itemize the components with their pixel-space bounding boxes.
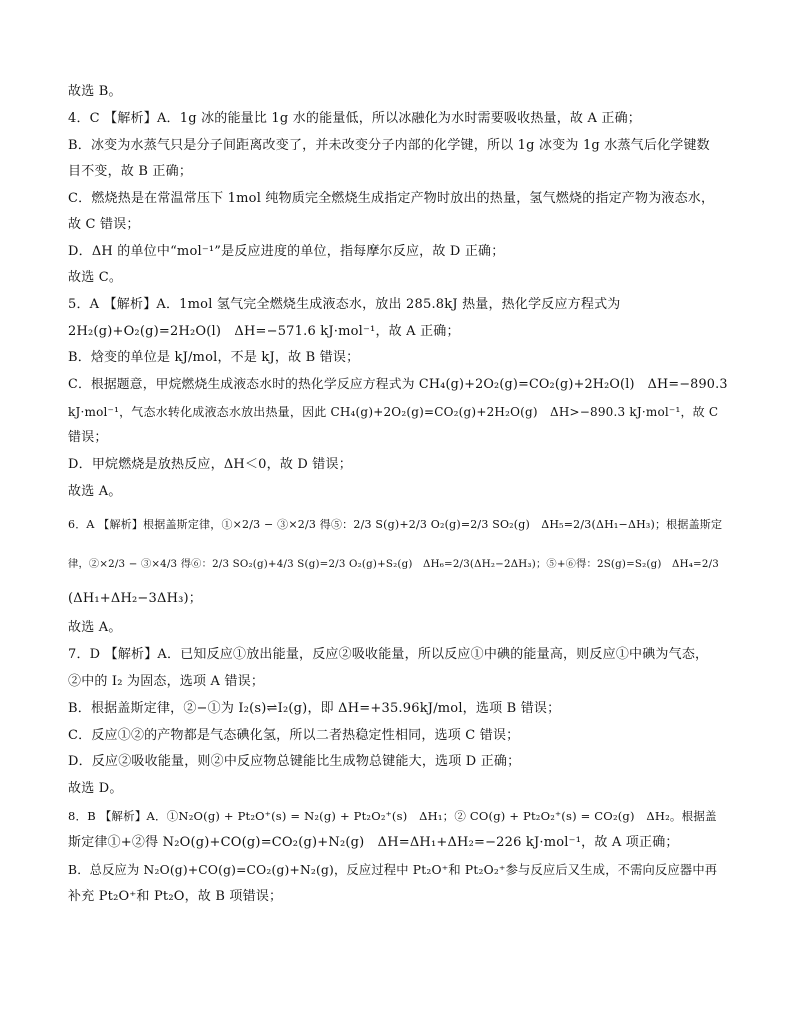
text-line: 故 C 错误；	[68, 217, 140, 232]
text-line: 故选 B。	[68, 84, 122, 99]
text-line: ②中的 I₂ 为固态，选项 A 错误；	[68, 674, 265, 689]
text-line: 7．D 【解析】A．已知反应①放出能量，反应②吸收能量，所以反应①中碘的能量高，则反应①中碘为气态，	[68, 647, 709, 662]
text-line: D．ΔH 的单位中“mol⁻¹”是反应进度的单位，指每摩尔反应，故 D 正确；	[68, 244, 505, 259]
text-line: B．总反应为 N₂O(g)+CO(g)=CO₂(g)+N₂(g)，反应过程中 Pt₂O⁺和 Pt₂O₂⁺参与反应后又生成，不需向反应器中再	[68, 863, 718, 877]
text-line: 故选 A。	[68, 620, 122, 635]
text-line: 故选 A。	[68, 484, 122, 499]
text-line: 故选 C。	[68, 270, 123, 285]
text-line: B．根据盖斯定律，②−①为 I₂(s)⇌I₂(g)，即 ΔH=+35.96kJ/mol，选项 B 错误；	[68, 701, 561, 716]
text-line: 8．B 【解析】A．①N₂O(g) + Pt₂O⁺(s) = N₂(g) + Pt₂O₂⁺(s) ΔH₁；② CO(g) + Pt₂O₂⁺(s) = CO₂(g) ΔH₂。根据盖	[68, 809, 717, 823]
text-line: D．反应②吸收能量，则②中反应物总键能比生成物总键能大，选项 D 正确；	[68, 754, 521, 769]
text-line: kJ·mol⁻¹，气态水转化成液态水放出热量，因此 CH₄(g)+2O₂(g)=CO₂(g)+2H₂O(g) ΔH>−890.3 kJ·mol⁻¹，故 C	[68, 405, 719, 419]
text-line: 2H₂(g)+O₂(g)=2H₂O(l) ΔH=−571.6 kJ·mol⁻¹，故 A 正确；	[68, 324, 460, 339]
text-line: C．根据题意，甲烷燃烧生成液态水时的热化学反应方程式为 CH₄(g)+2O₂(g)=CO₂(g)+2H₂O(l) ΔH=−890.3	[68, 377, 728, 392]
text-line: 目不变，故 B 正确；	[68, 164, 193, 179]
text-line: D．甲烷燃烧是放热反应，ΔH＜0，故 D 错误；	[68, 457, 352, 472]
text-line: B．冰变为水蒸气只是分子间距离改变了，并未改变分子内部的化学键，所以 1g 冰变为 1g 水蒸气后化学键数	[68, 138, 710, 153]
text-line: 4．C 【解析】A．1g 冰的能量比 1g 水的能量低，所以冰融化为水时需要吸收热量，故 A 正确；	[68, 111, 641, 126]
text-line: C．燃烧热是在常温常压下 1mol 纯物质完全燃烧生成指定产物时放出的热量，氢气燃烧的指定产物为液态水，	[68, 191, 715, 206]
text-line: C．反应①②的产物都是气态碘化氢，所以二者热稳定性相同，选项 C 错误；	[68, 728, 520, 743]
text-line: B．焓变的单位是 kJ/mol，不是 kJ，故 B 错误；	[68, 350, 360, 365]
text-line: 6．A 【解析】根据盖斯定律，①×2/3 − ③×2/3 得⑤：2/3 S(g)+2/3 O₂(g)=2/3 SO₂(g) ΔH₅=2/3(ΔH₁−ΔH₃)；根据盖斯定	[68, 518, 723, 531]
text-line: 5．A 【解析】A．1mol 氢气完全燃烧生成液态水，放出 285.8kJ 热量，热化学反应方程式为	[68, 297, 621, 312]
text-line: 律，②×2/3 − ③×4/3 得⑥：2/3 SO₂(g)+4/3 S(g)=2/3 O₂(g)+S₂(g) ΔH₆=2/3(ΔH₂−2ΔH₃)；⑤+⑥得：2S(g)=S₂(g) ΔH₄=2/3	[68, 558, 719, 570]
text-line: (ΔH₁+ΔH₂−3ΔH₃)；	[68, 591, 203, 606]
text-line: 错误；	[68, 430, 108, 445]
text-line: 故选 D。	[68, 781, 123, 796]
text-line: 斯定律①+②得 N₂O(g)+CO(g)=CO₂(g)+N₂(g) ΔH=ΔH₁+ΔH₂=−226 kJ·mol⁻¹，故 A 项正确；	[68, 835, 679, 850]
text-line: 补充 Pt₂O⁺和 Pt₂O，故 B 项错误；	[68, 889, 283, 904]
